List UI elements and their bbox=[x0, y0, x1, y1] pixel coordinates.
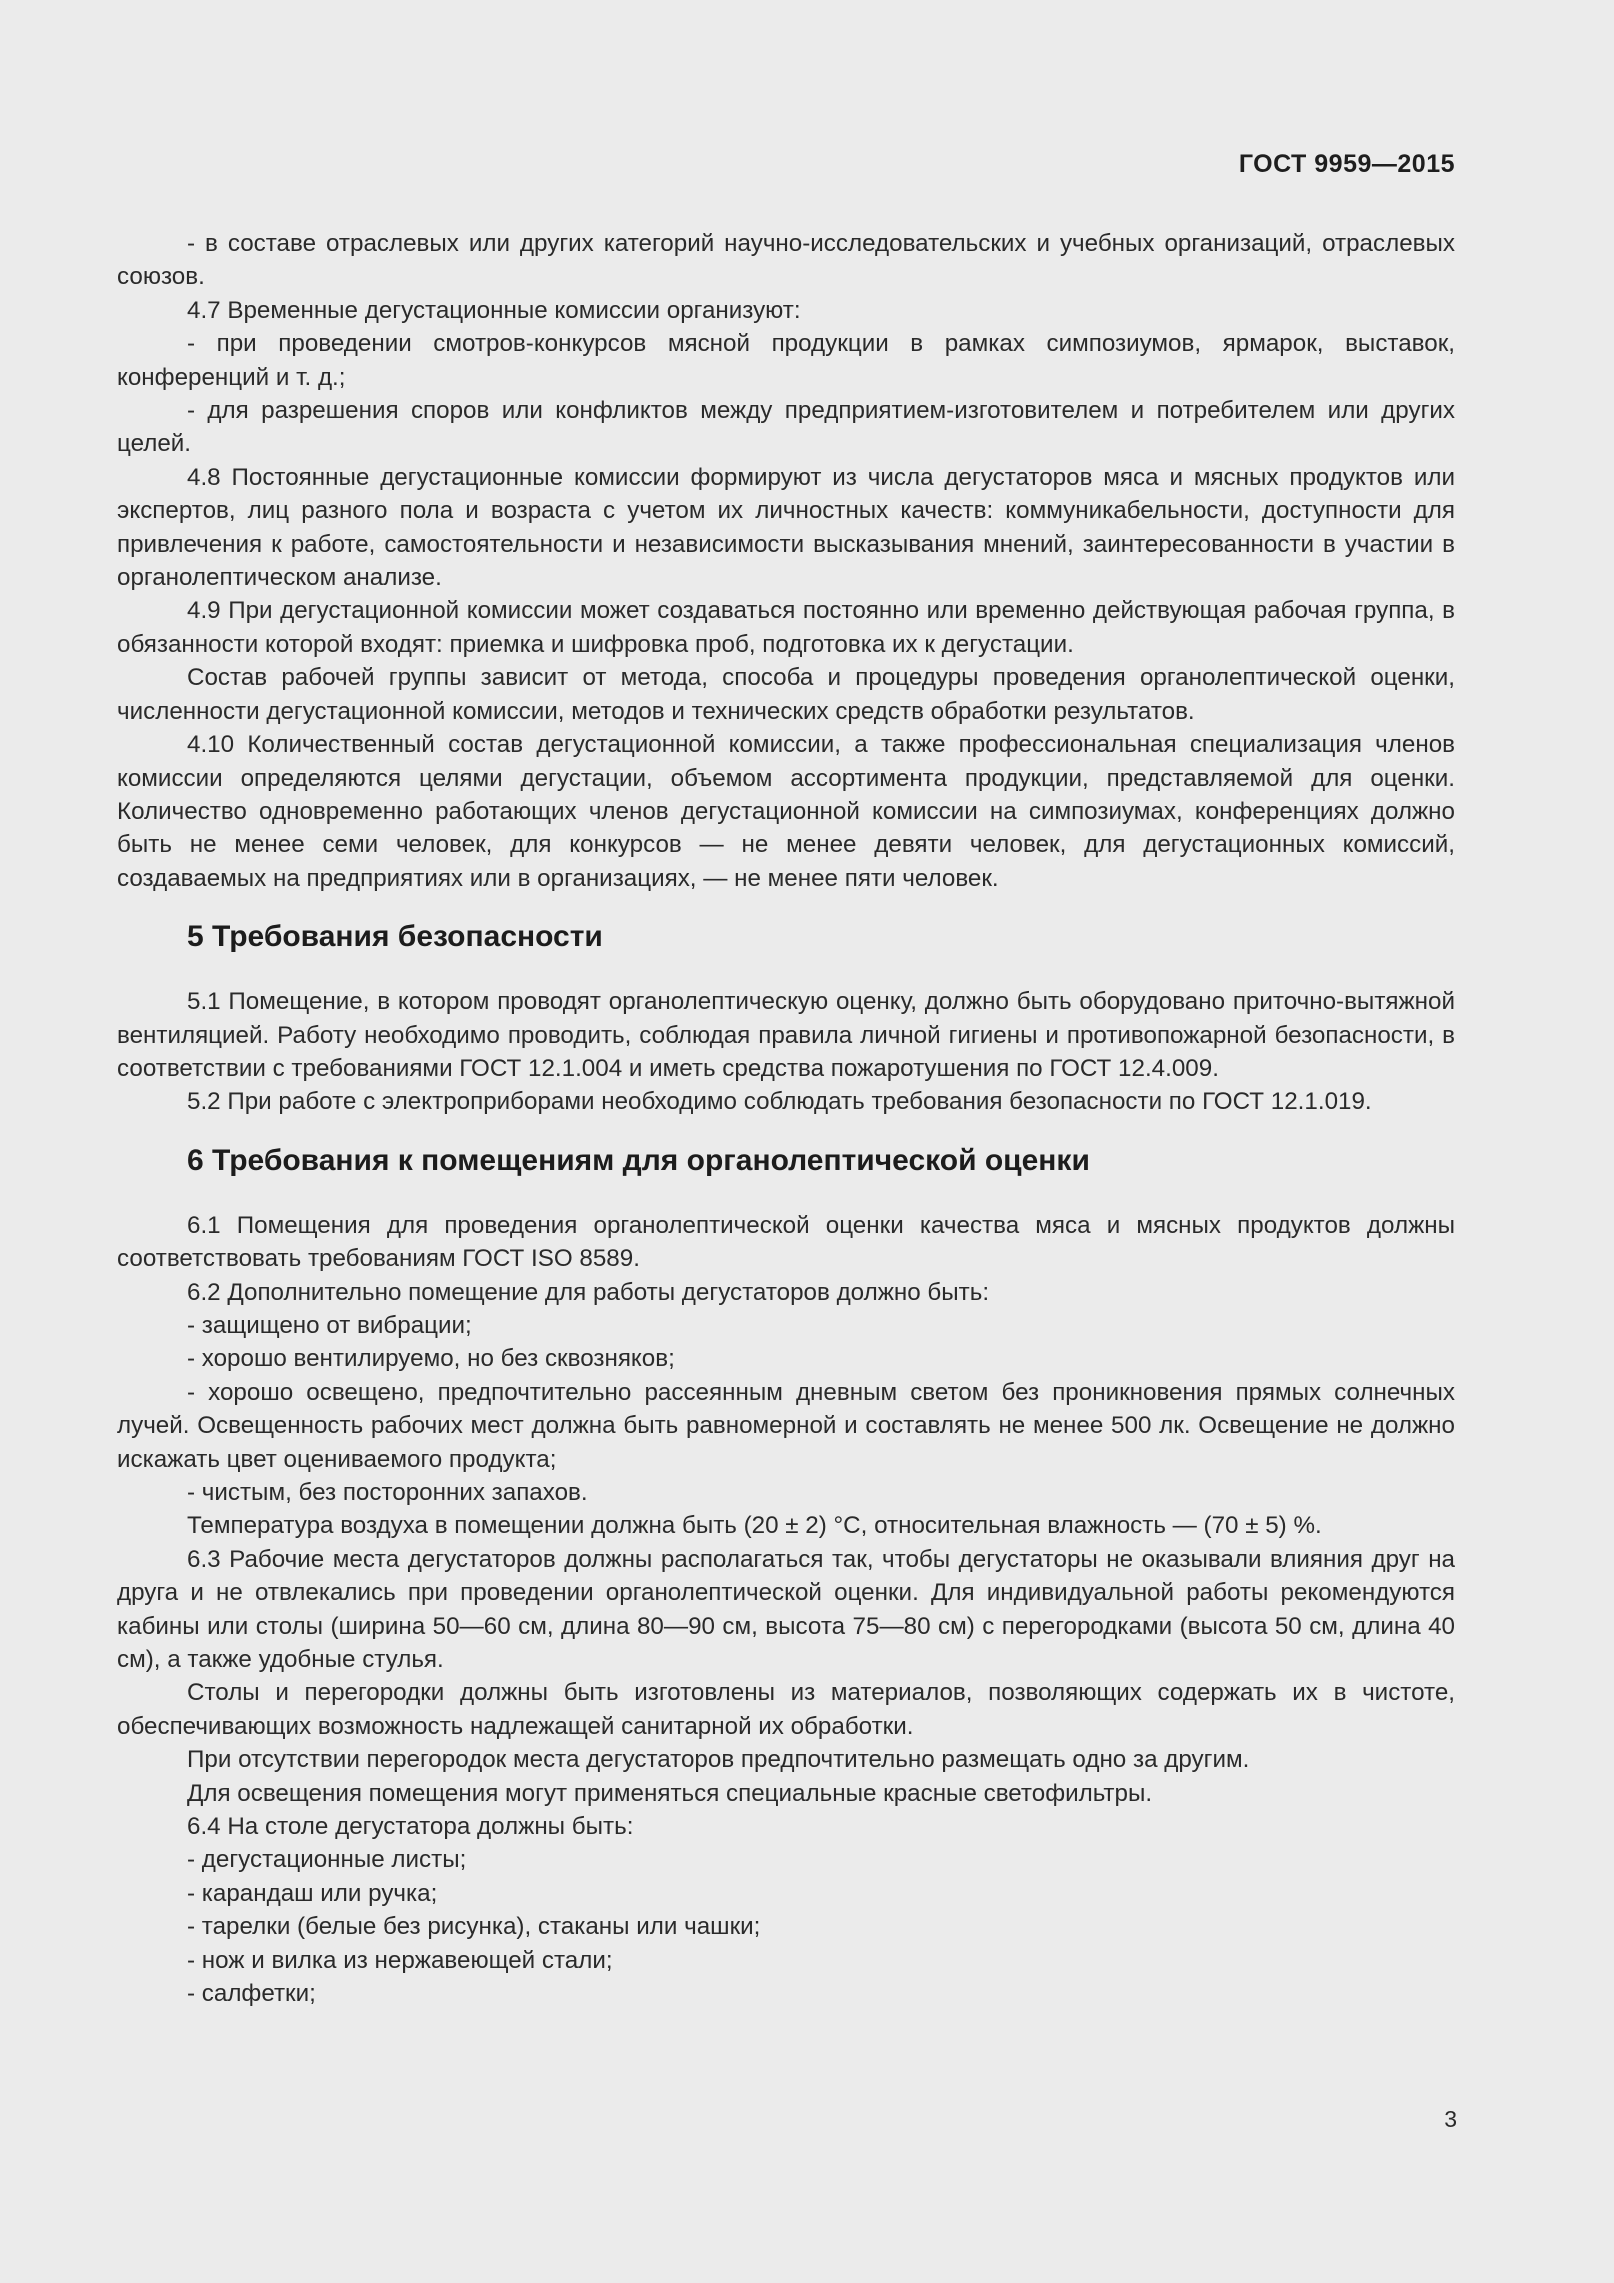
paragraph: 4.8 Постоянные дегустационные комиссии формируют из числа дегустаторов мяса и мясных продуктов или экспертов, лиц разного пола и возраста с учетом их личностных качеств: коммуникабельности, доступности для привлечения к работе, самостоятельности и независимости высказывания мнений, заинтересованности в участии в органолептическом анализе. bbox=[117, 463, 1455, 592]
paragraph: Столы и перегородки должны быть изготовлены из материалов, позволяющих содержать их в чистоте, обеспечивающих возможность надлежащей санитарной их обработки. bbox=[117, 1679, 1455, 1740]
section-heading-premises: 6 Требования к помещениям для органолептической оценки bbox=[187, 1143, 1090, 1177]
document-code: ГОСТ 9959—2015 bbox=[1238, 150, 1455, 178]
paragraph: 5.1 Помещение, в котором проводят органолептическую оценку, должно быть оборудовано приточно-вытяжной вентиляцией. Работу необходимо проводить, соблюдая правила личной гигиены и противопожарной безопасности, в соответствии с требованиями ГОСТ 12.1.004 и иметь средства пожаротушения по ГОСТ 12.4.009. bbox=[117, 988, 1455, 1082]
paragraph: 4.9 При дегустационной комиссии может создаваться постоянно или временно действующая рабочая группа, в обязанности которой входят: приемка и шифровка проб, подготовка их к дегустации. bbox=[117, 597, 1455, 658]
list-item: - салфетки; bbox=[187, 1980, 316, 2008]
list-item: - нож и вилка из нержавеющей стали; bbox=[187, 1946, 613, 1974]
list-item: - чистым, без посторонних запахов. bbox=[187, 1479, 588, 1506]
section-heading-safety: 5 Требования безопасности bbox=[187, 920, 603, 954]
document-body bbox=[117, 227, 1455, 2011]
paragraph: При отсутствии перегородок места дегустаторов предпочтительно размещать одно за другим. bbox=[187, 1746, 1250, 1774]
paragraph: - при проведении смотров-конкурсов мясной продукции в рамках симпозиумов, ярмарок, выставок, конференций и т. д.; bbox=[117, 330, 1455, 391]
paragraph: Температура воздуха в помещении должна быть (20 ± 2) °С, относительная влажность — (70 ± 5) %. bbox=[187, 1512, 1322, 1540]
paragraph: 6.3 Рабочие места дегустаторов должны располагаться так, чтобы дегустаторы не оказывали влияния друг на друга и не отвлекались при проведении органолептической оценки. Для индивидуальной работы рекомендуются кабины или столы (ширина 50—60 см, длина 80—90 см, высота 75—80 см) с перегородками (высота 50 см, длина 40 см), а также удобные стулья. bbox=[117, 1545, 1455, 1674]
list-item: - тарелки (белые без рисунка), стаканы или чашки; bbox=[187, 1913, 761, 1941]
paragraph: 4.10 Количественный состав дегустационной комиссии, а также профессиональная специализация членов комиссии определяются целями дегустации, объемом ассортимента продукции, представляемой для оценки. Количество одновременно работающих членов дегустационной комиссии на симпозиумах, конференциях должно быть не менее семи человек, для конкурсов — не менее девяти человек, для дегустационных комиссий, создаваемых на предприятиях или в организациях, — не менее пяти человек. bbox=[117, 731, 1455, 892]
list-item: - дегустационные листы; bbox=[187, 1846, 467, 1874]
paragraph: 6.1 Помещения для проведения органолептической оценки качества мяса и мясных продуктов должны соответствовать требованиям ГОСТ ISO 8589. bbox=[117, 1211, 1455, 1273]
paragraph: Состав рабочей группы зависит от метода, способа и процедуры проведения органолептической оценки, численности дегустационной комиссии, методов и технических средств обработки результатов. bbox=[117, 664, 1455, 725]
paragraph: Для освещения помещения могут применяться специальные красные светофильтры. bbox=[187, 1779, 1153, 1807]
list-item: - защищено от вибрации; bbox=[187, 1311, 472, 1339]
page-number: 3 bbox=[1444, 2106, 1457, 2132]
paragraph: 5.2 При работе с электроприборами необходимо соблюдать требования безопасности по ГОСТ 12.1.019. bbox=[187, 1088, 1372, 1116]
paragraph: 6.2 Дополнительно помещение для работы дегустаторов должно быть: bbox=[187, 1278, 990, 1306]
list-item: - хорошо освещено, предпочтительно рассеянным дневным светом без проникновения прямых солнечных лучей. Освещенность рабочих мест должна быть равномерной и составлять не менее 500 лк. Освещение не должно искажать цвет оцениваемого продукта; bbox=[117, 1378, 1455, 1473]
paragraph: - для разрешения споров или конфликтов между предприятием-изготовителем и потребителем или других целей. bbox=[117, 397, 1455, 458]
paragraph: 6.4 На столе дегустатора должны быть: bbox=[187, 1813, 634, 1841]
paragraph: - в составе отраслевых или других категорий научно-исследовательских и учебных организаций, отраслевых союзов. bbox=[117, 230, 1455, 291]
paragraph: 4.7 Временные дегустационные комиссии организуют: bbox=[187, 296, 801, 324]
list-item: - карандаш или ручка; bbox=[187, 1879, 438, 1907]
list-item: - хорошо вентилируемо, но без сквозняков; bbox=[187, 1345, 675, 1373]
